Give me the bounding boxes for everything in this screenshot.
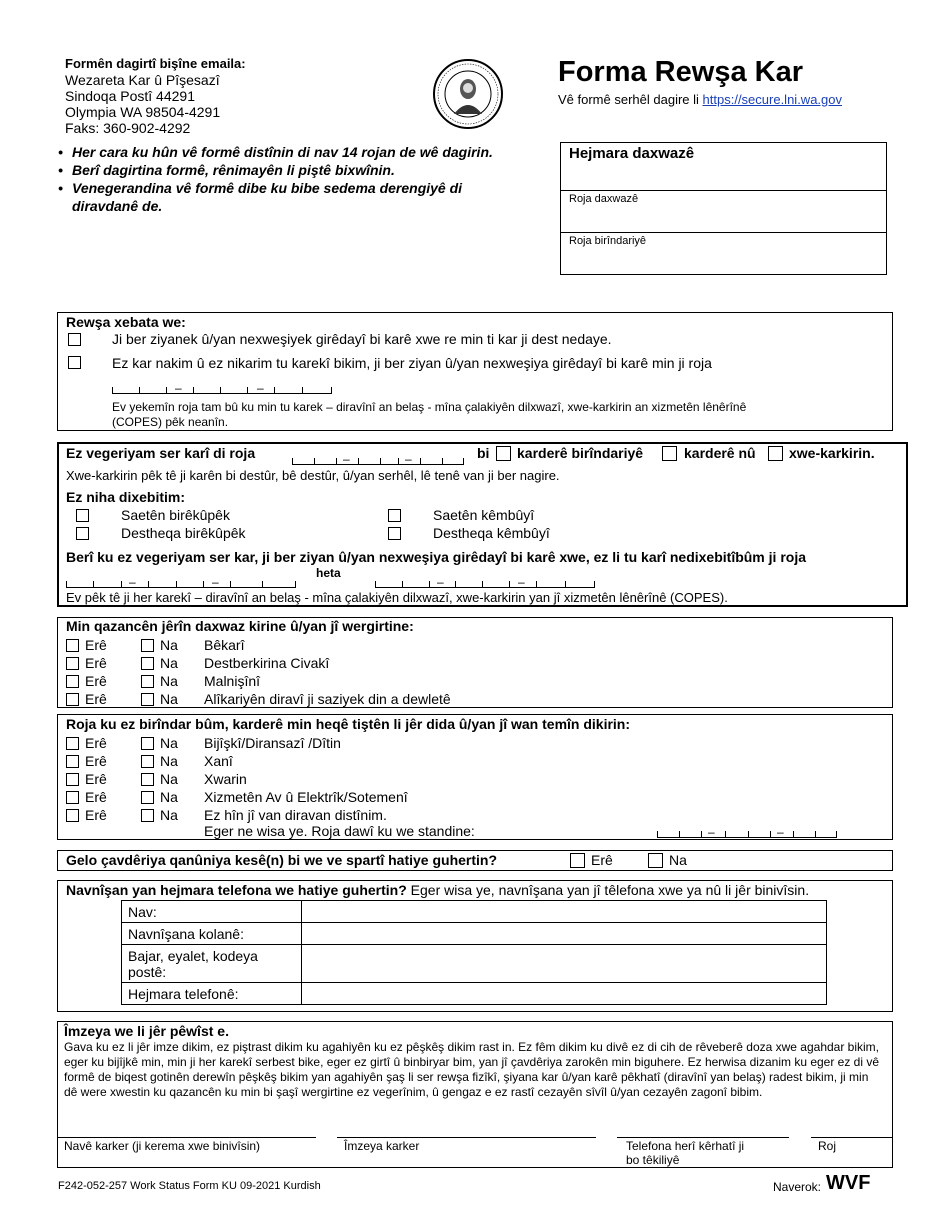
no-label: Na <box>160 735 178 751</box>
signature-statement: Gava ku ez li jêr imze dikim, ez piştrast dikim ku agahiyên ku ez pêşkêş dikim rast in. Ez fêm dikim ku divê ez di cih de rêveberê doza xwe agahdar bikim, eger ku bijîjkê min, min ji her karekî serbest bike, eger ez girtî û binbiryar bim, yan jî çavdêriya zarokên min biguhere. Ez herwisa dizanim ku eger ez di vê formê de biqest gotinên derewîn pêşkêş bikim yan agahiyên şaş li ser rewşa fizîkî, şiyana kar û/yan karê pêkhatî (diravînî yan belaş) radest bikim, ji min dê were xwestin ku qazancên ku min bi şaşî wergirtine ez vegerînim, û gengaz e ez rastî cezayên sîvîl û/yan cezayên zagonî bibim. <box>64 1040 880 1099</box>
no-checkbox[interactable] <box>141 755 154 768</box>
address-row-label: Bajar, eyalet, kodeya postê: <box>122 945 302 983</box>
last-received-label: Eger ne wisa ye. Roja dawî ku we standine: <box>204 823 475 839</box>
bullet-text: Venegerandina vê formê dibe ku bibe sedema derengiyê di <box>72 180 463 196</box>
no-checkbox[interactable] <box>141 693 154 706</box>
work-status-title: Rewşa xebata we: <box>66 314 186 330</box>
yes-checkbox[interactable] <box>66 693 79 706</box>
with-label: bi <box>477 445 490 461</box>
form-id: F242-052-257 Work Status Form KU 09-2021 Kurdish <box>58 1180 321 1192</box>
before-return-label: Berî ku ez vegeriyam ser kar, ji ber ziyan û/yan nexweşiya girêdayî bi karê xwe, ez li tu karî nedixebitîbûm ji roja <box>66 549 806 565</box>
reduced-wages-label: Destheqa kêmbûyî <box>433 525 550 541</box>
yes-checkbox[interactable] <box>66 737 79 750</box>
no-label: Na <box>160 771 178 787</box>
no-label: Na <box>160 807 178 823</box>
employer-benefit-label: Ez hîn jî van diravan distînim. <box>204 807 387 823</box>
mail-line: Sindoqa Postî 44291 <box>65 88 195 104</box>
bullet-text: diravdanê de. <box>72 198 163 214</box>
yes-label: Erê <box>85 691 107 707</box>
no-label: Na <box>160 655 178 671</box>
no-label: Na <box>160 753 178 769</box>
dependents-no-label: Na <box>669 852 687 868</box>
period-end-date-field[interactable]: – – <box>375 577 595 588</box>
claim-date-field[interactable] <box>561 191 886 233</box>
no-label: Na <box>160 789 178 805</box>
work-definition-note: Ev pêk tê ji her karekî – diravînî an belaş - mîna çalakiyên dilxwazî, xwe-karkirin yan jî xizmetên lênêrînê (COPES). <box>66 590 728 605</box>
no-checkbox[interactable] <box>141 675 154 688</box>
benefit-label: Bêkarî <box>204 637 245 653</box>
benefit-label: Malnişînî <box>204 673 261 689</box>
city-state-zip-input[interactable] <box>302 945 827 983</box>
new-employer-label: karderê nû <box>684 445 756 461</box>
regular-hours-label: Saetên birêkûpêk <box>121 507 230 523</box>
claim-number-field[interactable] <box>561 143 886 191</box>
online-line <box>558 92 842 107</box>
worker-signature-line[interactable] <box>337 1137 596 1138</box>
off-work-date-field[interactable]: – – <box>112 383 332 394</box>
mail-line: Faks: 360-902-4292 <box>65 120 191 136</box>
claim-number-label: Hejmara daxwazê <box>569 145 695 162</box>
benefit-label: Destberkirina Civakî <box>204 655 330 671</box>
no-checkbox[interactable] <box>141 773 154 786</box>
yes-label: Erê <box>85 771 107 787</box>
yes-checkbox[interactable] <box>66 791 79 804</box>
employer-benefit-label: Xwarin <box>204 771 247 787</box>
employer-benefit-row <box>66 770 408 788</box>
date-line[interactable] <box>811 1137 893 1138</box>
form-title: Forma Rewşa Kar <box>558 56 803 88</box>
no-checkbox[interactable] <box>141 809 154 822</box>
employer-benefit-label: Bijîşkî/Diransazî /Dîtin <box>204 735 341 751</box>
employer-benefits-list <box>66 734 408 824</box>
worker-name-label: Navê karker (ji kerema xwe binivîsin) <box>64 1139 261 1153</box>
online-text: Vê formê serhêl dagire li <box>558 92 699 107</box>
bullet-text: Berî dagirtina formê, rênimayên li piştê bixwînin. <box>72 162 395 178</box>
self-employed-label: xwe-karkirin. <box>789 445 875 461</box>
dependents-yes-label: Erê <box>591 852 613 868</box>
self-employed-note: Xwe-karkirin pêk tê ji karên bi destûr, bê destûr, û/yan serhêl, lê tenê van ji ber nagire. <box>66 468 560 483</box>
instruction-bullets: • Her cara ku hûn vê formê distînin di nav 14 rojan de wê dagirin. • Berî dagirtina formê, rênimayên li piştê bixwînin. • Venegerandina vê formê dibe ku bibe sedema derengiyê di diravdanê de. <box>58 144 493 214</box>
version-code: WVF <box>826 1172 871 1194</box>
return-work-label: Ez vegeriyam ser karî di roja <box>66 445 256 461</box>
mail-line: Wezareta Kar û Pîşesazî <box>65 72 220 88</box>
work-status-option-2: Ez kar nakim û ez nikarim tu karekî bikim, ji ber ziyan û/yan nexweşiya girêdayî bi karê min ji roja <box>112 355 712 371</box>
phone-input[interactable] <box>302 983 827 1005</box>
yes-label: Erê <box>85 655 107 671</box>
address-row-label: Hejmara telefonê: <box>122 983 302 1005</box>
not-lost-work-checkbox[interactable] <box>68 333 81 346</box>
benefit-row <box>66 636 451 654</box>
off-work-note <box>112 400 882 430</box>
injury-date-label: Roja birîndariyê <box>569 235 647 247</box>
yes-checkbox[interactable] <box>66 809 79 822</box>
yes-label: Erê <box>85 807 107 823</box>
reduced-wages-checkbox[interactable] <box>388 527 401 540</box>
worker-signature-label: Îmzeya karker <box>344 1139 420 1153</box>
reduced-hours-checkbox[interactable] <box>388 509 401 522</box>
note-line: (COPES) pêk neanîn. <box>112 415 229 429</box>
regular-hours-checkbox[interactable] <box>76 509 89 522</box>
yes-checkbox[interactable] <box>66 755 79 768</box>
dependents-yes-checkbox[interactable] <box>570 853 585 868</box>
yes-label: Erê <box>85 673 107 689</box>
employer-benefit-row <box>66 734 408 752</box>
no-label: Na <box>160 673 178 689</box>
mail-address <box>65 72 220 136</box>
dependents-no-checkbox[interactable] <box>648 853 663 868</box>
benefit-row <box>66 654 451 672</box>
reduced-hours-label: Saetên kêmbûyî <box>433 507 535 523</box>
benefits-title: Min qazancên jêrîn daxwaz kirine û/yan jî wergirtine: <box>66 618 414 634</box>
phone-contact-line[interactable] <box>617 1137 789 1138</box>
yes-label: Erê <box>85 753 107 769</box>
date-label: Roj <box>818 1139 837 1153</box>
yes-label: Erê <box>85 637 107 653</box>
mail-title: Formên dagirtî bişîne emaila: <box>65 56 246 71</box>
self-employed-checkbox[interactable] <box>768 446 783 461</box>
address-row-label: Nav: <box>122 901 302 923</box>
note-line: Ev yekemîn roja tam bû ku min tu karek – diravînî an belaş - mîna çalakiyên dilxwazî, xwe-karkirin an xizmetên lênêrînê <box>112 400 747 414</box>
worker-name-line[interactable] <box>57 1137 316 1138</box>
no-checkbox[interactable] <box>141 639 154 652</box>
signature-title: Îmzeya we li jêr pêwîst e. <box>64 1023 229 1039</box>
address-question-rest: Eger wisa ye, navnîşana yan jî têlefona xwe ya nû li jêr binivîsin. <box>406 882 810 898</box>
name-input[interactable] <box>302 901 827 923</box>
benefit-row <box>66 690 451 708</box>
last-received-date-field[interactable]: – – <box>657 827 837 838</box>
claim-date-label: Roja daxwazê <box>569 193 639 205</box>
not-working-checkbox[interactable] <box>68 356 81 369</box>
benefits-list <box>66 636 451 708</box>
phone-contact-label <box>626 1139 744 1167</box>
no-label: Na <box>160 691 178 707</box>
no-checkbox[interactable] <box>141 737 154 750</box>
employer-benefit-row <box>66 806 408 824</box>
period-start-date-field[interactable]: – – <box>66 577 296 588</box>
until-label: heta <box>316 566 341 580</box>
phone-label-line: Telefona herî kêrhatî ji <box>626 1139 745 1153</box>
yes-label: Erê <box>85 735 107 751</box>
bullet-text: Her cara ku hûn vê formê distînin di nav 14 rojan de wê dagirin. <box>72 144 493 160</box>
regular-wages-checkbox[interactable] <box>76 527 89 540</box>
employer-injury-checkbox[interactable] <box>496 446 511 461</box>
phone-label-line: bo têkiliyê <box>626 1153 680 1167</box>
injury-date-field[interactable] <box>561 233 886 274</box>
address-row-label: Navnîşana kolanê: <box>122 923 302 945</box>
regular-wages-label: Destheqa birêkûpêk <box>121 525 246 541</box>
yes-checkbox[interactable] <box>66 675 79 688</box>
online-link[interactable]: https://secure.lni.wa.gov <box>702 92 842 107</box>
address-question <box>66 882 809 898</box>
mail-line: Olympia WA 98504-4291 <box>65 104 221 120</box>
earning-title: Ez niha dixebitim: <box>66 489 186 505</box>
yes-checkbox[interactable] <box>66 639 79 652</box>
employer-benefit-row <box>66 788 408 806</box>
address-question-bold: Navnîşan yan hejmara telefona we hatiye guhertin? <box>66 882 407 898</box>
version-label: Naverok: <box>773 1180 822 1194</box>
no-checkbox[interactable] <box>141 657 154 670</box>
employer-benefits-title: Roja ku ez birîndar bûm, karderê min heqê tiştên li jêr dida û/yan jî wan temîn dikirin: <box>66 716 631 732</box>
work-status-option-1: Ji ber ziyanek û/yan nexweşiyek girêdayî bi karê xwe re min ti kar ji dest nedaye. <box>112 331 612 347</box>
address-table <box>121 900 827 1005</box>
employer-injury-label: karderê birîndariyê <box>517 445 644 461</box>
no-checkbox[interactable] <box>141 791 154 804</box>
new-employer-checkbox[interactable] <box>662 446 677 461</box>
yes-label: Erê <box>85 789 107 805</box>
yes-checkbox[interactable] <box>66 657 79 670</box>
benefit-label: Alîkariyên diravî ji saziyek din a dewletê <box>204 691 451 707</box>
no-label: Na <box>160 637 178 653</box>
employer-benefit-label: Xizmetên Av û Elektrîk/Sotemenî <box>204 789 408 805</box>
claim-info-box <box>560 142 887 275</box>
employer-benefit-row <box>66 752 408 770</box>
street-input[interactable] <box>302 923 827 945</box>
benefit-row <box>66 672 451 690</box>
return-date-field[interactable]: – – <box>292 454 464 465</box>
yes-checkbox[interactable] <box>66 773 79 786</box>
employer-benefit-label: Xanî <box>204 753 233 769</box>
dependents-question: Gelo çavdêriya qanûniya kesê(n) bi we ve spartî hatiye guhertin? <box>66 852 498 868</box>
state-seal-logo <box>432 58 504 130</box>
